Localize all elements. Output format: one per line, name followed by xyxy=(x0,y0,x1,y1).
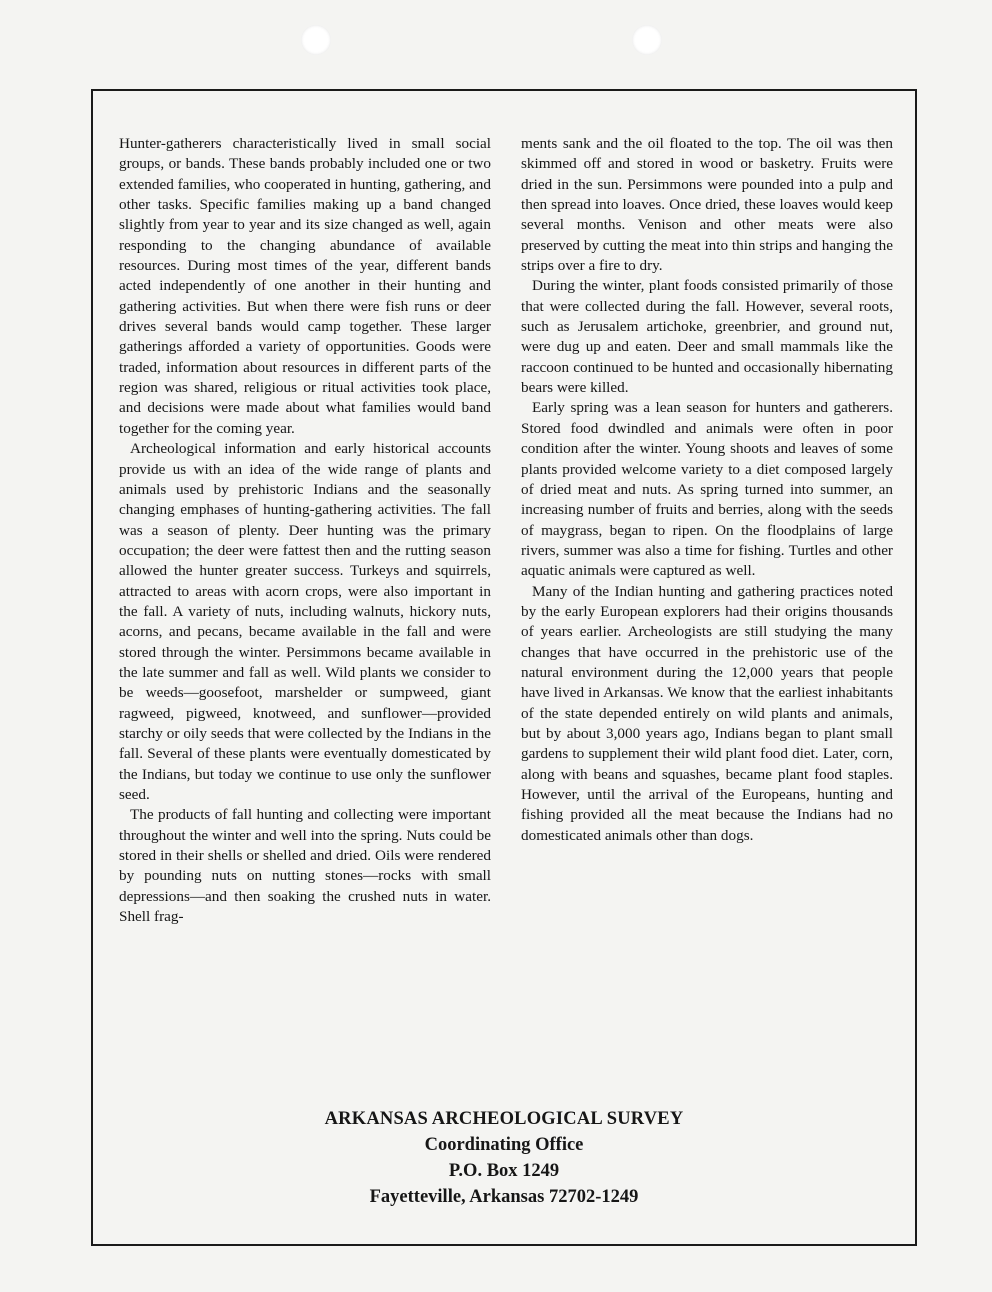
paragraph-bands: Hunter-gatherers characteristically lived in small social groups, or bands. These bands probably included one or two extended families, who cooperated in hunting, gathering, and other tasks. Specific families making up a band changed slightly from year to year and its size changed as well, again responding to the changing abundance of available resources. During most times of the year, different bands acted independently of one another in their hunting and gathering activities. But when there were fish runs or deer drives several bands would camp together. These larger gatherings afforded a variety of opportunities. Goods were traded, information about resources in different parts of the region was shared, religious or ritual activities took place, and decisions were made about what families would band together for the coming year. xyxy=(119,135,491,437)
contact-address-block xyxy=(91,1106,917,1210)
binder-hole-right xyxy=(632,25,662,55)
paragraph-spring-summer: Early spring was a lean season for hunters and gatherers. Stored food dwindled and animals were often in poor condition after the winter. Young shoots and leaves of some plants provided welcome variety to a diet composed largely of dried meat and nuts. As spring turned into summer, an increasing number of fruits and berries, along with the seeds of maygrass, began to ripen. On the floodplains of large rivers, summer was also a time for fishing. Turtles and other aquatic animals were captured as well. xyxy=(521,399,893,580)
paragraph-food-storage-continued: ments sank and the oil floated to the top. The oil was then skimmed off and stored in wood or basketry. Fruits were dried in the sun. Persimmons were pounded into a pulp and then spread into loaves. Once dried, these loaves would keep several months. Venison and other meats were also preserved by cutting the meat into thin strips and hanging the strips over a fire to dry. xyxy=(521,135,894,275)
text-column-right xyxy=(521,134,893,846)
po-box: P.O. Box 1249 xyxy=(448,1161,560,1181)
text-column-left xyxy=(119,134,491,927)
city-state-zip: Fayetteville, Arkansas 72702-1249 xyxy=(369,1187,639,1207)
binder-hole-left xyxy=(301,25,331,55)
paragraph-origins: Many of the Indian hunting and gathering practices noted by the early European explorers had their origins thousands of years earlier. Archeologists are still studying the many changes that have occurred in the prehistoric use of the natural environment during the 12,000 years that people have lived in Arkansas. We know that the earliest inhabitants of the state depended entirely on wild plants and animals, but by about 3,000 years ago, Indians began to plant small gardens to supplement their wild plant food diet. Later, corn, along with beans and squashes, became plant food staples. However, until the arrival of the Europeans, hunting and fishing provided all the meat because the Indians had no domesticated animals other than dogs. xyxy=(521,582,893,844)
paragraph-winter: During the winter, plant foods consisted primarily of those that were collected during the fall. However, several roots, such as Jerusalem artichoke, greenbrier, and ground nut, were dug up and eaten. Deer and small mammals like the raccoon continued to be hunted and occasionally hibernating bears were killed. xyxy=(521,277,893,397)
paragraph-food-storage: The products of fall hunting and collecting were important throughout the winter and well into the spring. Nuts could be stored in their shells or shelled and dried. Oils were rendered by pounding nuts on nutting stones—rocks with small depressions—and then soaking the crushed nuts in water. Shell frag- xyxy=(119,806,491,926)
paragraph-seasonal-resources: Archeological information and early historical accounts provide us with an idea of the wide range of plants and animals used by prehistoric Indians and the seasonally changing emphases of hunting-gathering activities. The fall was a season of plenty. Deer hunting was the primary occupation; the deer were fattest then and the rutting season allowed the hunter greater success. Turkeys and squirrels, attracted to areas with acorn crops, were also important in the fall. A variety of nuts, including walnuts, hickory nuts, acorns, and pecans, became available in the fall and were stored through the winter. Persimmons became available in the late summer and fall as well. Wild plants we consider to be weeds—goosefoot, marshelder or sumpweed, giant ragweed, pigweed, knotweed, and sunflower—provided starchy or oily seeds that were collected by the Indians in the fall. Several of these plants were eventually domesticated by the Indians, but today we continue to use only the sunflower seed. xyxy=(119,440,491,803)
organization-name: ARKANSAS ARCHEOLOGICAL SURVEY xyxy=(324,1109,684,1129)
office-name: Coordinating Office xyxy=(424,1135,584,1155)
